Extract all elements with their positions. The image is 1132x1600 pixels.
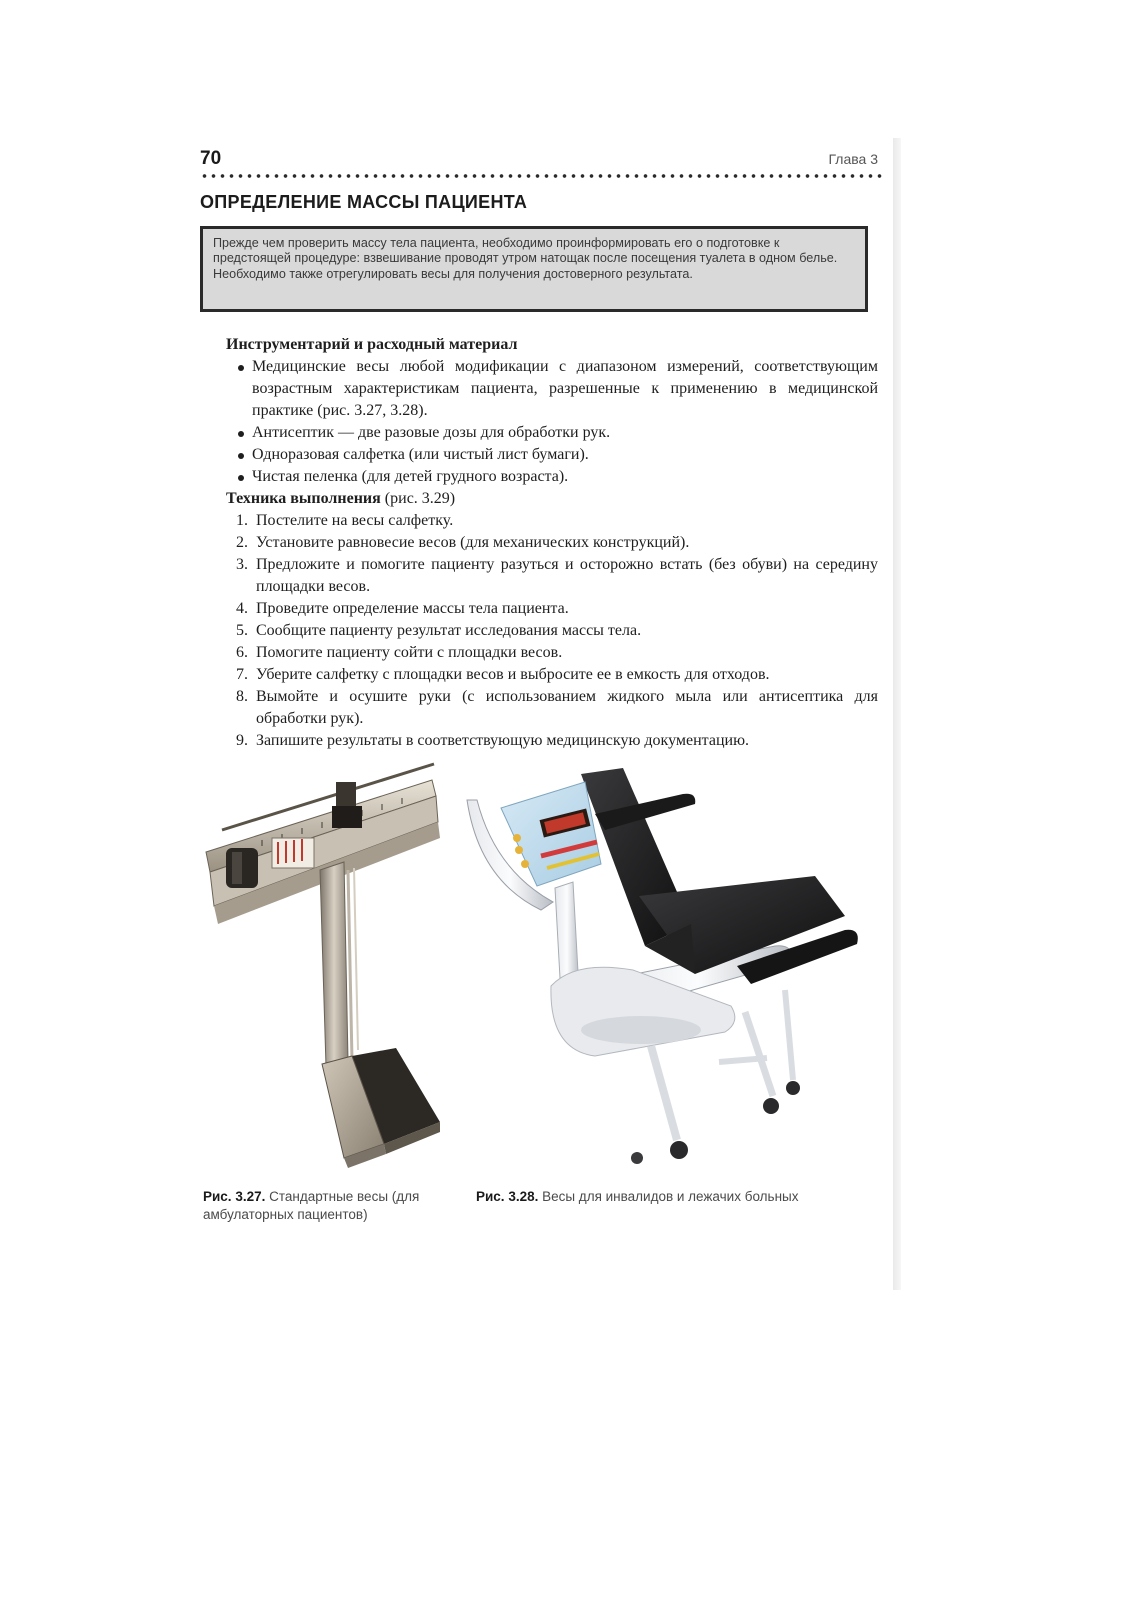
list-item xyxy=(236,620,878,642)
technique-figure-ref: (рис. 3.29) xyxy=(380,490,456,507)
materials-heading: Инструментарий и расходный материал xyxy=(226,336,518,353)
step-number: 5. xyxy=(236,622,248,639)
list-item: Чистая пеленка (для детей грудного возраста). xyxy=(238,466,878,488)
list-item xyxy=(236,686,878,730)
figure-caption-text: Стандартные весы (для амбулаторных пациентов) xyxy=(203,1189,420,1222)
list-item: Антисептик — две разовые дозы для обработки рук. xyxy=(238,422,878,444)
technique-heading-line xyxy=(226,488,878,510)
list-item xyxy=(236,642,878,664)
list-item xyxy=(236,532,878,554)
header-dotted-rule xyxy=(200,173,882,179)
info-box xyxy=(200,226,868,312)
step-number: 8. xyxy=(236,688,248,705)
figure-caption-3-27 xyxy=(203,1188,465,1224)
step-number: 7. xyxy=(236,666,248,683)
chapter-label: Глава 3 xyxy=(828,151,878,167)
standard-scale-photo xyxy=(202,760,442,1180)
step-text: Запишите результаты в соответствующую медицинскую документацию. xyxy=(256,732,750,749)
section-title: ОПРЕДЕЛЕНИЕ МАССЫ ПАЦИЕНТА xyxy=(200,192,528,212)
main-content xyxy=(226,334,878,752)
info-paragraph-1: Прежде чем проверить массу тела пациента, необходимо проинформировать его о подготовке к предстоящей процедуре: взвешивание проводят утром натощак после посещения туалета в одном белье. xyxy=(213,236,838,266)
step-text: Постелите на весы салфетку. xyxy=(256,512,454,529)
step-text: Вымойте и осушите руки (с использованием жидкого мыла или антисептика для обработки рук). xyxy=(256,688,878,727)
info-paragraph-2: Необходимо также отрегулировать весы для получения достоверного результата. xyxy=(213,266,693,281)
step-number: 4. xyxy=(236,600,248,617)
list-item xyxy=(236,554,878,598)
figure-label: Рис. 3.28. xyxy=(476,1189,539,1204)
step-number: 3. xyxy=(236,556,248,573)
figure-label: Рис. 3.27. xyxy=(203,1189,266,1204)
wheelchair-scale-photo xyxy=(455,760,875,1180)
list-item xyxy=(236,730,878,752)
materials-list xyxy=(226,356,878,488)
technique-heading: Техника выполнения xyxy=(226,490,381,507)
step-text: Помогите пациенту сойти с площадки весов. xyxy=(256,644,563,661)
figure-caption-text: Весы для инвалидов и лежачих больных xyxy=(538,1189,799,1204)
step-text: Проведите определение массы тела пациента. xyxy=(256,600,569,617)
page-number: 70 xyxy=(200,148,222,169)
running-header xyxy=(200,148,880,172)
figure-caption-3-28 xyxy=(476,1188,876,1206)
step-number: 1. xyxy=(236,512,248,529)
list-item xyxy=(236,664,878,686)
step-text: Уберите салфетку с площадки весов и выбросите ее в емкость для отходов. xyxy=(256,666,770,683)
technique-steps xyxy=(226,510,878,752)
list-item: Медицинские весы любой модификации с диапазоном измерений, соответствующим возрастным характеристикам пациента, разрешенные к применению в медицинской практике (рис. 3.27, 3.28). xyxy=(238,356,878,422)
step-text: Предложите и помогите пациенту разуться и осторожно встать (без обуви) на середину площадки весов. xyxy=(256,556,878,595)
step-number: 9. xyxy=(236,732,248,749)
list-item xyxy=(236,510,878,532)
step-number: 6. xyxy=(236,644,248,661)
step-text: Сообщите пациенту результат исследования массы тела. xyxy=(256,622,642,639)
page-edge-shadow xyxy=(893,138,901,1290)
step-number: 2. xyxy=(236,534,248,551)
list-item: Одноразовая салфетка (или чистый лист бумаги). xyxy=(238,444,878,466)
list-item xyxy=(236,598,878,620)
step-text: Установите равновесие весов (для механических конструкций). xyxy=(256,534,690,551)
